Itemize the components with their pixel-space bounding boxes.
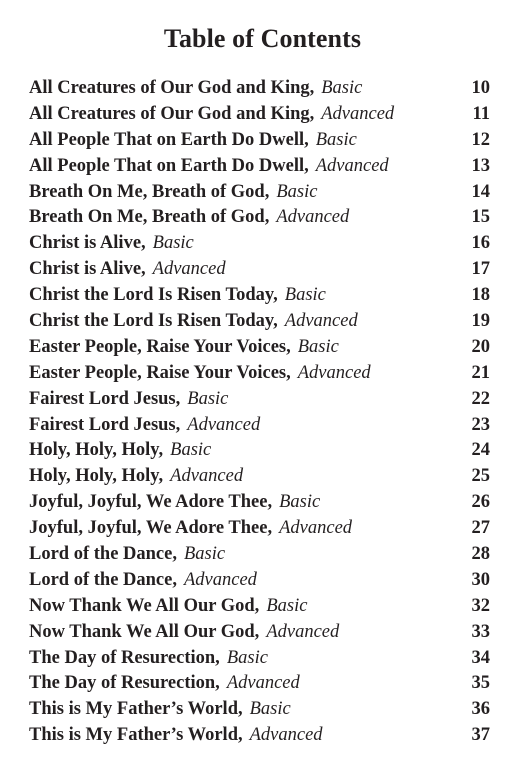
toc-entry-label xyxy=(29,568,257,594)
toc-entry[interactable] xyxy=(29,620,490,646)
toc-entry[interactable] xyxy=(29,568,490,594)
toc-entry-label xyxy=(29,335,339,361)
toc-entry-page-number: 36 xyxy=(471,699,490,720)
toc-entry-page-number: 27 xyxy=(471,518,490,539)
toc-entry[interactable] xyxy=(29,413,490,439)
toc-entry-page-number: 16 xyxy=(471,233,490,254)
toc-entry-page-number: 15 xyxy=(471,207,490,228)
toc-entry[interactable] xyxy=(29,490,490,516)
toc-entry-level: Basic xyxy=(266,595,308,616)
toc-entry-title: The Day of Resurection, xyxy=(29,647,220,668)
toc-entry-label xyxy=(29,180,317,206)
toc-entry-label xyxy=(29,516,352,542)
toc-entry-label xyxy=(29,413,260,439)
toc-entry-level: Advanced xyxy=(297,362,371,383)
toc-entry-level: Advanced xyxy=(183,569,257,590)
toc-entry-label xyxy=(29,257,226,283)
toc-entry-page-number: 33 xyxy=(471,621,490,642)
toc-entry-title: Lord of the Dance, xyxy=(29,569,177,590)
toc-entry-title: All People That on Earth Do Dwell, xyxy=(29,129,309,150)
toc-entry-level: Advanced xyxy=(187,414,261,435)
toc-entry-label xyxy=(29,594,307,620)
toc-entry-label xyxy=(29,387,228,413)
toc-entry-title: Christ is Alive, xyxy=(29,259,146,280)
toc-entry-title: Now Thank We All Our God, xyxy=(29,621,260,642)
toc-entry-level: Advanced xyxy=(266,621,340,642)
toc-entry-page-number: 30 xyxy=(471,569,490,590)
toc-entry-page-number: 21 xyxy=(471,362,490,383)
toc-entry-title: This is My Father’s World, xyxy=(29,699,243,720)
toc-entry-level: Advanced xyxy=(284,311,358,332)
toc-entry-page-number: 23 xyxy=(471,414,490,435)
toc-entry-title: Christ the Lord Is Risen Today, xyxy=(29,285,278,306)
toc-entry[interactable] xyxy=(29,180,490,206)
toc-entry-level: Basic xyxy=(183,544,226,565)
toc-entry-title: Fairest Lord Jesus, xyxy=(29,388,181,409)
toc-entry[interactable] xyxy=(29,205,490,231)
toc-entry-level: Basic xyxy=(297,336,339,357)
toc-entry[interactable] xyxy=(29,257,490,283)
toc-entry[interactable] xyxy=(29,387,490,413)
toc-entry-page-number: 24 xyxy=(471,440,490,461)
toc-entry[interactable] xyxy=(29,516,490,542)
toc-entry-level: Advanced xyxy=(152,259,226,280)
toc-entry-level: Advanced xyxy=(170,466,244,487)
toc-entry-label xyxy=(29,697,291,723)
toc-entry-label xyxy=(29,205,349,231)
toc-entry-title: Breath On Me, Breath of God, xyxy=(29,207,270,228)
page-title: Table of Contents xyxy=(163,24,362,53)
toc-entry-label xyxy=(29,723,323,749)
toc-entry-title: Fairest Lord Jesus, xyxy=(29,414,181,435)
toc-entry-page-number: 32 xyxy=(471,595,490,616)
toc-entry-level: Basic xyxy=(321,78,363,98)
toc-entry-label xyxy=(29,438,211,464)
toc-entry-title: The Day of Resurection, xyxy=(29,673,220,694)
toc-entry[interactable] xyxy=(29,154,490,180)
toc-entry-page-number: 14 xyxy=(471,181,490,202)
toc-entry-title: Easter People, Raise Your Voices, xyxy=(29,362,291,383)
toc-entry[interactable] xyxy=(29,309,490,335)
toc-entry-title: Lord of the Dance, xyxy=(29,544,177,565)
toc-entry-level: Basic xyxy=(249,699,291,720)
toc-entry-title: This is My Father’s World, xyxy=(29,725,243,746)
toc-entry[interactable] xyxy=(29,723,490,749)
toc-entry-label xyxy=(29,128,357,154)
toc-entry-title: Christ the Lord Is Risen Today, xyxy=(29,311,278,332)
toc-entry-level: Basic xyxy=(279,492,321,513)
toc-entry-level: Advanced xyxy=(279,518,353,539)
toc-entry-level: Basic xyxy=(284,285,326,306)
toc-entry[interactable] xyxy=(29,283,490,309)
toc-entry-title: Christ is Alive, xyxy=(29,233,146,254)
toc-entry-page-number: 17 xyxy=(471,259,490,280)
toc-entry-label xyxy=(29,542,225,568)
toc-entry[interactable] xyxy=(29,671,490,697)
toc-entry-title: Now Thank We All Our God, xyxy=(29,595,260,616)
toc-entry[interactable] xyxy=(29,542,490,568)
toc-entry-label xyxy=(29,646,268,672)
toc-entry-level: Advanced xyxy=(276,207,350,228)
toc-entry-page-number: 10 xyxy=(471,78,490,98)
toc-entry-level: Basic xyxy=(226,647,268,668)
toc-entry[interactable] xyxy=(29,76,490,102)
toc-entry[interactable] xyxy=(29,464,490,490)
toc-entry-page-number: 18 xyxy=(471,285,490,306)
toc-entry-level: Advanced xyxy=(249,725,323,746)
toc-entry-label xyxy=(29,671,300,697)
toc-entry[interactable] xyxy=(29,361,490,387)
toc-entry-label xyxy=(29,464,243,490)
toc-entry-title: Breath On Me, Breath of God, xyxy=(29,181,270,202)
toc-entry[interactable] xyxy=(29,697,490,723)
toc-entry[interactable] xyxy=(29,231,490,257)
toc-entry-title: Joyful, Joyful, We Adore Thee, xyxy=(29,492,273,513)
toc-entry-page-number: 11 xyxy=(472,103,490,124)
toc-entry-label xyxy=(29,309,358,335)
toc-entry-label xyxy=(29,361,371,387)
toc-entry-level: Basic xyxy=(170,440,212,461)
toc-entry-page-number: 28 xyxy=(471,544,490,565)
toc-entry-title: All People That on Earth Do Dwell, xyxy=(29,155,309,176)
toc-entry-label xyxy=(29,102,394,128)
toc-entry[interactable] xyxy=(29,335,490,361)
toc-entry[interactable] xyxy=(29,128,490,154)
toc-entry-level: Advanced xyxy=(321,103,395,124)
toc-entry-page-number: 13 xyxy=(471,155,490,176)
toc-entry-level: Basic xyxy=(315,129,357,150)
toc-entry-level: Basic xyxy=(187,388,229,409)
toc-entry-title: Holy, Holy, Holy, xyxy=(29,440,164,461)
toc-entry[interactable] xyxy=(29,102,490,128)
toc-list xyxy=(29,76,490,749)
toc-entry-level: Advanced xyxy=(226,673,300,694)
toc-entry-level: Basic xyxy=(152,233,194,254)
toc-entry-title: All Creatures of Our God and King, xyxy=(29,78,315,98)
toc-entry-title: All Creatures of Our God and King, xyxy=(29,103,315,124)
toc-entry-page-number: 19 xyxy=(471,311,490,332)
toc-entry-level: Advanced xyxy=(315,155,389,176)
toc-entry[interactable] xyxy=(29,438,490,464)
toc-entry-title: Joyful, Joyful, We Adore Thee, xyxy=(29,518,273,539)
toc-entry-label xyxy=(29,76,362,102)
toc-entry-title: Holy, Holy, Holy, xyxy=(29,466,164,487)
toc-entry-label xyxy=(29,283,326,309)
toc-entry-page-number: 20 xyxy=(471,336,490,357)
toc-entry-title: Easter People, Raise Your Voices, xyxy=(29,336,291,357)
toc-entry-page-number: 26 xyxy=(471,492,490,513)
toc-entry-page-number: 22 xyxy=(471,388,490,409)
toc-entry-page-number: 34 xyxy=(471,647,490,668)
toc-entry-level: Basic xyxy=(276,181,318,202)
toc-entry-page-number: 37 xyxy=(471,725,490,746)
toc-entry-page-number: 12 xyxy=(471,129,490,150)
toc-entry-label xyxy=(29,231,194,257)
toc-entry-label xyxy=(29,620,339,646)
toc-entry[interactable] xyxy=(29,594,490,620)
toc-entry-page-number: 35 xyxy=(471,673,490,694)
toc-entry-label xyxy=(29,490,320,516)
toc-entry[interactable] xyxy=(29,646,490,672)
toc-entry-label xyxy=(29,154,389,180)
toc-entry-page-number: 25 xyxy=(471,466,490,487)
